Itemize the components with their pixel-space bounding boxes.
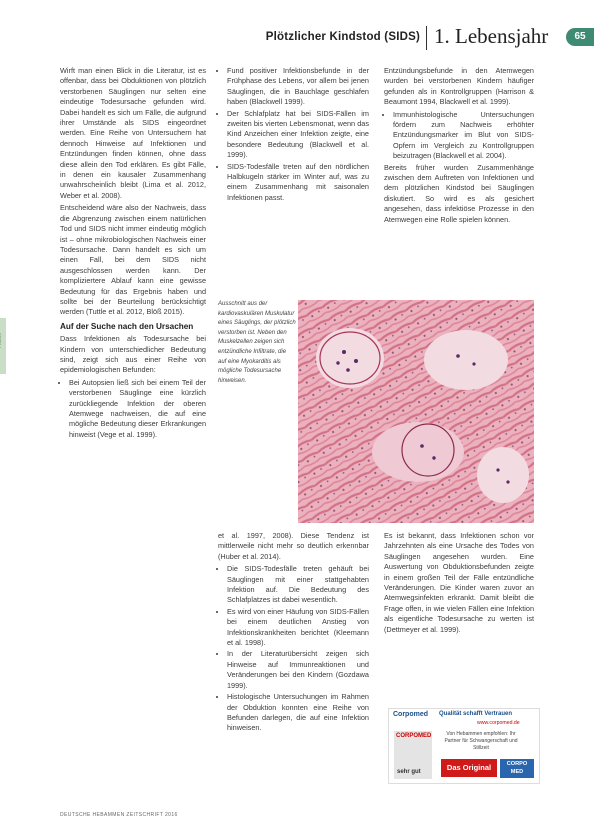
list-item: • Es wird von einer Häufung von SIDS-Fällen bei einem deutlichen Anstieg von Infektionskrankheiten berichtet (Kleemann et al. 1998). — [227, 607, 369, 649]
list-item: • Immunhistologische Untersuchungen fördern zum Nachweis erhöhter Entzündungsmarker im Blut von SIDS-Opfern im Vergleich zu Kontrollgruppen beizutragen (Blackwell et al. 2004). — [393, 110, 534, 162]
list-item: • Bei Autopsien ließ sich bei einem Teil der verstorbenen Säuglinge eine kürzlich zurückliegende Infektion der oberen Atemwege nachweisen, die auf eine mögliche Bedeutung dieser Erkrankungen hinweist (Vege et al. 1999). — [69, 378, 206, 440]
figure — [218, 300, 534, 523]
paragraph: Es ist bekannt, dass Infektionen schon vor Jahrzehnten als eine Ursache des Todes von Säuglingen angesehen wurden. Eine Auswertung von Obduktionsbefunden zeigte in einem großen Teil der Fälle entzündliche Veränderungen. Die Kinder waren zuvor an Atemwegsinfekten erkrankt. Damit bleibt die Frage offen, in wie vielen Fällen eine Infektion als eigentliche Todesursache zu werten ist (Dettmeyer et al. 1999). — [384, 531, 534, 634]
micrograph-image — [298, 300, 534, 523]
ad-product-image — [394, 731, 432, 779]
list-item: • Die SIDS-Todesfälle treten gehäuft bei Säuglingen mit einer stattgehabten Infektion auf. Die Bedeutung des Schlafplatzes ist dabei wesentlich. — [227, 564, 369, 606]
paragraph: Entscheidend wäre also der Nachweis, dass die Abgrenzung zwischen einem natürlichen Tod und SIDS nicht immer eindeutig möglich ist – ohne mikrobiologischen Nachweis einer Todesursache. Dann handelt es sich um einen Fall, bei dem SIDS nicht ausgeschlossen werden kann. Der kompliziertere Ablauf kann eine gewisse Bedeutung für das Ergebnis haben und sollte bei der Beurteilung berücksichtigt werden (Tuttle et al. 2012, Blöß 2015). — [60, 203, 206, 317]
ad-original-badge[interactable]: Das Original — [441, 759, 497, 777]
list-item: • SIDS-Todesfälle treten auf den nördlichen Halbkugeln stärker im Winter auf, was zu einem Zusammenhang mit saisonalen Infektionen passt. — [227, 162, 369, 204]
bullet-list — [60, 378, 206, 440]
ad-text: Von Hebammen empfohlen: Ihr Partner für Schwangerschaft und Stillzeit — [444, 731, 518, 751]
list-item: • Histologische Untersuchungen im Rahmen der Obduktion konnten eine Reihe von Befunden darlegen, die auf eine Infektion hinweisen. — [227, 692, 369, 734]
article-column-2 — [218, 66, 369, 204]
paragraph: Entzündungsbefunde in den Atemwegen wurden bei verstorbenen Kindern häufiger gefunden als in Kontrollgruppen (Harrison & Beaumont 1994, Blackwell et al. 1999). — [384, 66, 534, 107]
bullet-list — [218, 66, 369, 203]
article-column-1 — [60, 66, 206, 441]
figure-caption: Ausschnitt aus der kardiovaskulären Muskulatur eines Säuglings, der plötzlich verstorben ist. Neben den Muskelzellen zeigen sich entzündliche Infiltrate, die auf eine Myokarditis als mögliche Todesursache hinweisen. — [218, 300, 296, 523]
ad-product-brand: CORPOMED — [396, 733, 432, 739]
advertisement[interactable] — [388, 708, 540, 784]
paragraph: et al. 1997, 2008). Diese Tendenz ist mittlerweile nicht mehr so deutlich erkennbar (Huber et al. 2014). — [218, 531, 369, 561]
page-header — [0, 24, 600, 50]
list-item: • In der Literaturübersicht zeigen sich Hinweise auf Immunreaktionen und Veränderungen bei den Kindern (Gozdawa 1999). — [227, 649, 369, 691]
paragraph: Dass Infektionen als Todesursache bei Kindern von unterschiedlicher Bedeutung sind, zeigt sich aus einer Reihe von epidemiologischen Befunden: — [60, 334, 206, 375]
ad-url[interactable]: www.corpomed.de — [477, 720, 520, 726]
list-item: • Fund positiver Infektionsbefunde in der Frühphase des Lebens, vor allem bei jenen Säuglingen, die in Bauchlage geschlafen haben (Blackwell 1999). — [227, 66, 369, 108]
bullet-list — [384, 110, 534, 162]
paragraph: Wirft man einen Blick in die Literatur, ist es offenbar, dass bei Obduktionen von plötzlich verstorbenen Säuglingen nur selten eine eindeutige Todesursache gefunden wird. Dabei handelt es sich um Fälle, die aufgrund ihrer Umstände als SIDS eingeordnet werden. Eine Reihe von Untersuchern hat dennoch Hinweise auf Infektionen und Entzündungen finden können, ohne dass diese allein den Tod erklären. Es gibt Fälle, in denen ein kausaler Zusammenhang unwahrscheinlich bleibt (Lima et al. 2012, Weber et al. 2008). — [60, 66, 206, 200]
header-divider — [426, 26, 427, 50]
ad-product-rating: sehr gut — [397, 769, 421, 775]
sidebar-tag-label — [0, 333, 2, 348]
section-subtitle: Plötzlicher Kindstod (SIDS) — [265, 31, 420, 43]
section-heading: Auf der Suche nach den Ursachen — [60, 321, 194, 331]
article-column-3-lower — [384, 531, 534, 637]
bullet-list — [218, 564, 369, 734]
article-column-2-lower — [218, 531, 369, 735]
article-column-3 — [384, 66, 534, 227]
ad-brand-logo: CORPO MED — [500, 759, 534, 778]
section-title: 1. Lebensjahr — [434, 24, 549, 48]
ad-logo: Corpomed — [393, 711, 428, 718]
paragraph: Bereits früher wurden Zusammenhänge zwischen dem Auftreten von Infektionen und dem plötzlichen Kindstod bei Säuglingen diskutiert. So wird es als gesichert angesehen, dass infektiöse Prozesse in den Atemwegen eine Rolle spielen können. — [384, 162, 534, 224]
ad-slogan: Qualität schafft Vertrauen — [439, 711, 513, 717]
sidebar-tag — [0, 318, 6, 374]
page-footer: DEUTSCHE HEBAMMEN ZEITSCHRIFT 2016 — [60, 812, 178, 818]
list-item: • Der Schlafplatz hat bei SIDS-Fällen im zweiten bis vierten Lebensmonat, wenn das Kind Anzeichen einer Infektion zeigte, eine besondere Bedeutung (Blackwell et al. 1999). — [227, 109, 369, 161]
page-number: 65 — [566, 28, 594, 46]
